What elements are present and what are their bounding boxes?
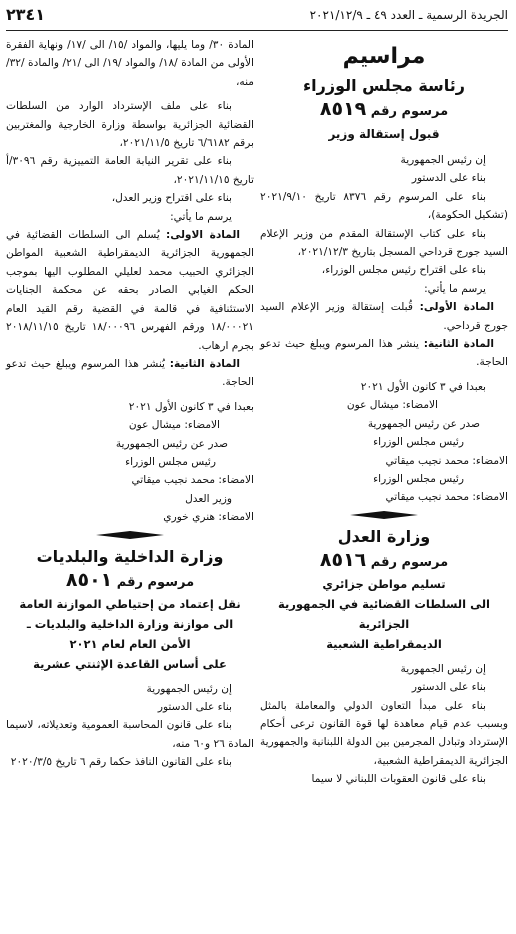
separator	[6, 529, 254, 543]
article-2: المادة الثانية: ينشر هذا المرسوم ويبلغ حيث تدعو الحاجة.	[260, 338, 508, 369]
signing-date: بعبدا في ٣ كانون الأول ٢٠٢١	[360, 380, 486, 393]
decree-subject: نقل إعتماد من إحتياطي الموازنة العامة	[19, 596, 241, 611]
preamble-line: بناء على اقتراح وزير العدل،	[111, 192, 232, 205]
ministry-heading: وزارة الداخلية والبلديات	[36, 546, 224, 566]
decree-number-heading: مرسوم رقم ٨٥٠١	[65, 568, 195, 591]
article-2: المادة الثانية: يُنشر هذا المرسوم ويبلغ حيث تدعو الحاجة.	[6, 357, 254, 389]
preamble-line: بناء على القانون النافذ حكما رقم ٦ تاريخ ٢٠٢٠/٣/٥	[10, 756, 232, 769]
preamble-line: بناء على كتاب الإستقالة المقدم من وزير الإعلام السيد جورج قرداحي المسجل بتاريخ ٢٠٢١/١٢/٣،	[260, 227, 508, 259]
preamble-line: بناء على ملف الإسترداد الوارد من السلطات القضائية الجزائرية بواسطة وزارة الخارجية والمغتربين برقم ٦/٦١٨٢ تاريخ ٢٠٢١/١١/٥،	[6, 100, 254, 150]
signature: الامضاء: هنري خوري	[163, 511, 254, 524]
pm-title: رئيس مجلس الوزراء	[373, 472, 464, 485]
preamble-line: بناء على المرسوم رقم ٨٣٧٦ تاريخ ٢٠٢١/٩/١٠ (تشكيل الحكومة)،	[260, 190, 508, 222]
decree-number-heading: مرسوم رقم ٨٥١٩	[319, 98, 449, 120]
article-1: المادة الأولى: قُبلت إستقالة وزير الإعلام السيد جورج قرداحي.	[260, 301, 508, 332]
pm-title: رئيس مجلس الوزراء	[373, 436, 464, 449]
minister-title: وزير العدل	[185, 492, 232, 505]
decree-number: ٨٥١٦	[319, 548, 367, 571]
page-header	[6, 4, 508, 31]
preamble-line: بناء على الدستور	[411, 681, 486, 694]
right-column	[260, 36, 508, 789]
article-1: المادة الاولى: يُسلم الى السلطات القضائية في الجمهورية الجزائرية الديمقراطية الشعبية المواطن الجزائري الحبيب محمد لعليلي المطلوب اليها بموجب الحكم الغيابي الصادر بحقه عن محكمة الجنايات الاستئنافية في قالمة في القضية رقم القيد العام ١٨/٠٠٠٢١ ورقم الفهرس ١٨/٠٠٠٩٦ تاريخ ٢٠١٨/١١/١٥ بجرم ارهاب.	[6, 229, 254, 352]
signing-date: بعبدا في ٣ كانون الأول ٢٠٢١	[128, 400, 254, 413]
signature: الامضاء: محمد نجيب ميقاتي	[131, 474, 254, 487]
decree-subject: تسليم مواطن جزائري	[322, 576, 446, 591]
article-label: المادة الاولى:	[165, 229, 240, 242]
continuation-text: المادة ٣٠/ وما يليها، والمواد /١٥/ الى /١٧/ ونهاية الفقرة الأولى من المادة /١٨/ والمواد /١٩/ الى /٢١/ والمادة /٣٢/ منه،	[6, 39, 254, 88]
signature: الامضاء: محمد نجيب ميقاتي	[385, 491, 508, 504]
signature: الامضاء: محمد نجيب ميقاتي	[385, 454, 508, 467]
decree-subject: قبول إستقالة وزير	[328, 127, 440, 141]
section-title: مراسيم	[342, 44, 426, 69]
article-label: المادة الثانية:	[169, 357, 240, 370]
decree-number: ٨٥١٩	[319, 98, 367, 120]
decree-formula: يرسم ما يأتي:	[170, 210, 232, 223]
left-column	[6, 36, 254, 772]
decree-subject: الى السلطات القضائية في الجمهورية الجزائرية	[278, 596, 490, 631]
decree-subject: الأمن العام لعام ٢٠٢١	[69, 636, 191, 651]
separator	[260, 509, 508, 523]
page-number: ٢٣٤١	[6, 5, 46, 24]
issued-line: صدر عن رئيس الجمهورية	[367, 417, 480, 430]
preamble-line: بناء على الدستور	[157, 700, 232, 713]
decree-formula: يرسم ما يأتي:	[424, 282, 486, 295]
preamble-line: بناء على مبدأ التعاون الدولي والمعاملة بالمثل وبسبب عدم قيام معاهدة لها قوة القانون ترعى أحكام الإسترداد وتبادل المجرمين بين الدولة اللبنانية والجمهورية الجزائرية الديمقراطية الشعبية،	[260, 699, 508, 767]
preamble-line: بناء على تقرير النيابة العامة التمييزية رقم ٣٠٩٦/أ تاريخ ٢٠٢١/١١/١٥،	[6, 155, 254, 186]
article-label: المادة الأولى:	[419, 301, 494, 314]
preamble-line: بناء على قانون المحاسبة العمومية وتعديلاته، لاسيما المادة ٢٦ و٦٠ منه،	[6, 719, 254, 750]
gazette-title: الجريدة الرسمية ـ العدد ٤٩ ـ ٢٠٢١/١٢/٩	[309, 8, 508, 22]
signature: الامضاء: ميشال عون	[346, 399, 438, 412]
pm-title: رئيس مجلس الوزراء	[125, 455, 216, 468]
preamble-line: إن رئيس الجمهورية	[400, 662, 486, 675]
preamble-line: بناء على قانون العقوبات اللبناني لا سيما	[311, 773, 486, 786]
decree-number-heading: مرسوم رقم ٨٥١٦	[319, 548, 449, 571]
authority-heading: رئاسة مجلس الوزراء	[303, 76, 465, 95]
issued-line: صدر عن رئيس الجمهورية	[115, 437, 228, 450]
preamble-line: إن رئيس الجمهورية	[400, 154, 486, 166]
ministry-heading: وزارة العدل	[337, 526, 431, 546]
preamble-line: بناء على اقتراح رئيس مجلس الوزراء،	[321, 264, 486, 277]
decree-number: ٨٥٠١	[65, 568, 113, 591]
preamble-line: بناء على الدستور	[411, 172, 486, 185]
signature: الامضاء: ميشال عون	[128, 419, 220, 432]
article-label: المادة الثانية:	[423, 338, 494, 351]
decree-subject: الديمقراطية الشعبية	[326, 636, 442, 651]
decree-subject: الى موازنة وزارة الداخلية والبلديات ـ	[26, 616, 234, 631]
decree-subject: على أساس القاعدة الإثنتي عشرية	[33, 656, 227, 671]
preamble-line: إن رئيس الجمهورية	[146, 682, 232, 695]
